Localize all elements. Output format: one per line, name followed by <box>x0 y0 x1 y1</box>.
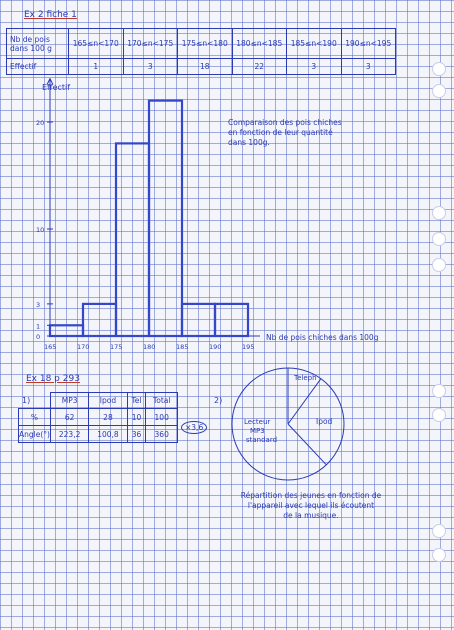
histogram-x-ticks <box>44 343 254 351</box>
value-cell: 100,8 <box>89 426 127 443</box>
pie-label-teleph: Teleph <box>294 374 317 382</box>
histogram-bars <box>50 101 248 336</box>
header-cell: MP3 <box>50 393 88 409</box>
multiplier-note: ×3,6 <box>181 421 207 434</box>
count-cell: 22 <box>232 59 287 75</box>
header-cell: Ipod <box>89 393 127 409</box>
pie-label-mp3: MP3 <box>250 427 265 435</box>
x-tick-label: 165 <box>44 343 57 351</box>
interval-cell: 185≤n<190 <box>287 29 342 59</box>
count-cell: 3 <box>123 59 178 75</box>
pie-caption-line: l'appareil avec lequel ils écoutent <box>247 501 375 510</box>
y-tick-label: 20 <box>36 119 45 127</box>
header-cell: Total <box>146 393 178 409</box>
histogram-title-line: en fonction de leur quantité <box>228 128 333 137</box>
interval-cell: 170≤n<175 <box>123 29 178 59</box>
pie-caption-line: de la musique. <box>283 511 339 520</box>
value-cell: 36 <box>127 426 146 443</box>
histogram-bar <box>182 304 215 336</box>
interval-cell: 180≤n<185 <box>232 29 287 59</box>
y-tick-label: 10 <box>36 226 45 234</box>
value-cell: 62 <box>50 409 88 426</box>
part2-label: 2) <box>214 396 223 405</box>
x-tick-label: 180 <box>143 343 156 351</box>
pie-chart <box>228 364 348 484</box>
histogram-bar <box>50 325 83 336</box>
pie-label-ipod: Ipod <box>316 417 333 426</box>
interval-cell: 190≤n<195 <box>341 29 396 59</box>
interval-cell: 175≤n<180 <box>178 29 233 59</box>
table-row-header: Nb de pois dans 100 g <box>7 29 69 59</box>
pie-label-mp3: Lecteur <box>244 418 271 426</box>
row-label: % <box>19 409 51 426</box>
histogram-bar <box>83 304 116 336</box>
histogram-bar <box>215 304 248 336</box>
histogram-bar <box>149 101 182 336</box>
x-tick-label: 185 <box>176 343 189 351</box>
header-cell: Tel <box>127 393 146 409</box>
count-cell: 3 <box>287 59 342 75</box>
histogram-ylabel: Effectif <box>42 83 71 92</box>
x-tick-label: 170 <box>77 343 90 351</box>
histogram-xlabel: Nb de pois chiches dans 100g <box>266 333 379 342</box>
histogram-chart <box>0 78 420 368</box>
pie-label-mp3: standard <box>246 436 278 444</box>
x-tick-label: 195 <box>242 343 255 351</box>
x-tick-label: 190 <box>209 343 222 351</box>
value-cell: 10 <box>127 409 146 426</box>
row-label: Angle(°) <box>19 426 51 443</box>
value-cell: 28 <box>89 409 127 426</box>
histogram-title-line: Comparaison des pois chiches <box>228 118 342 127</box>
pie-slice-edge <box>288 424 326 465</box>
pie-caption <box>222 491 400 521</box>
count-cell: 3 <box>341 59 396 75</box>
frequency-table <box>6 28 396 75</box>
table-row-header: Effectif <box>7 59 69 75</box>
count-cell: 18 <box>178 59 233 75</box>
count-cell: 1 <box>69 59 124 75</box>
section1-heading: Ex 2 fiche 1 <box>24 10 77 20</box>
value-cell: 223,2 <box>50 426 88 443</box>
interval-cell: 165≤n<170 <box>69 29 124 59</box>
binder-holes-top <box>432 62 446 562</box>
pie-caption-line: Répartition des jeunes en fonction de <box>240 491 382 500</box>
histogram-bar <box>116 143 149 336</box>
value-cell: 100 <box>146 409 178 426</box>
value-cell: 360 <box>146 426 178 443</box>
y-tick-label: 0 <box>36 333 41 341</box>
x-tick-label: 175 <box>110 343 123 351</box>
corner-cell <box>19 393 51 409</box>
device-table <box>18 392 178 443</box>
y-tick-label: 3 <box>36 300 41 309</box>
section2-heading: Ex 18 p 293 <box>26 374 80 384</box>
histogram-title-line: dans 100g. <box>228 138 270 147</box>
y-tick-label: 1 <box>36 322 41 331</box>
part1-label: 1) <box>22 396 31 405</box>
